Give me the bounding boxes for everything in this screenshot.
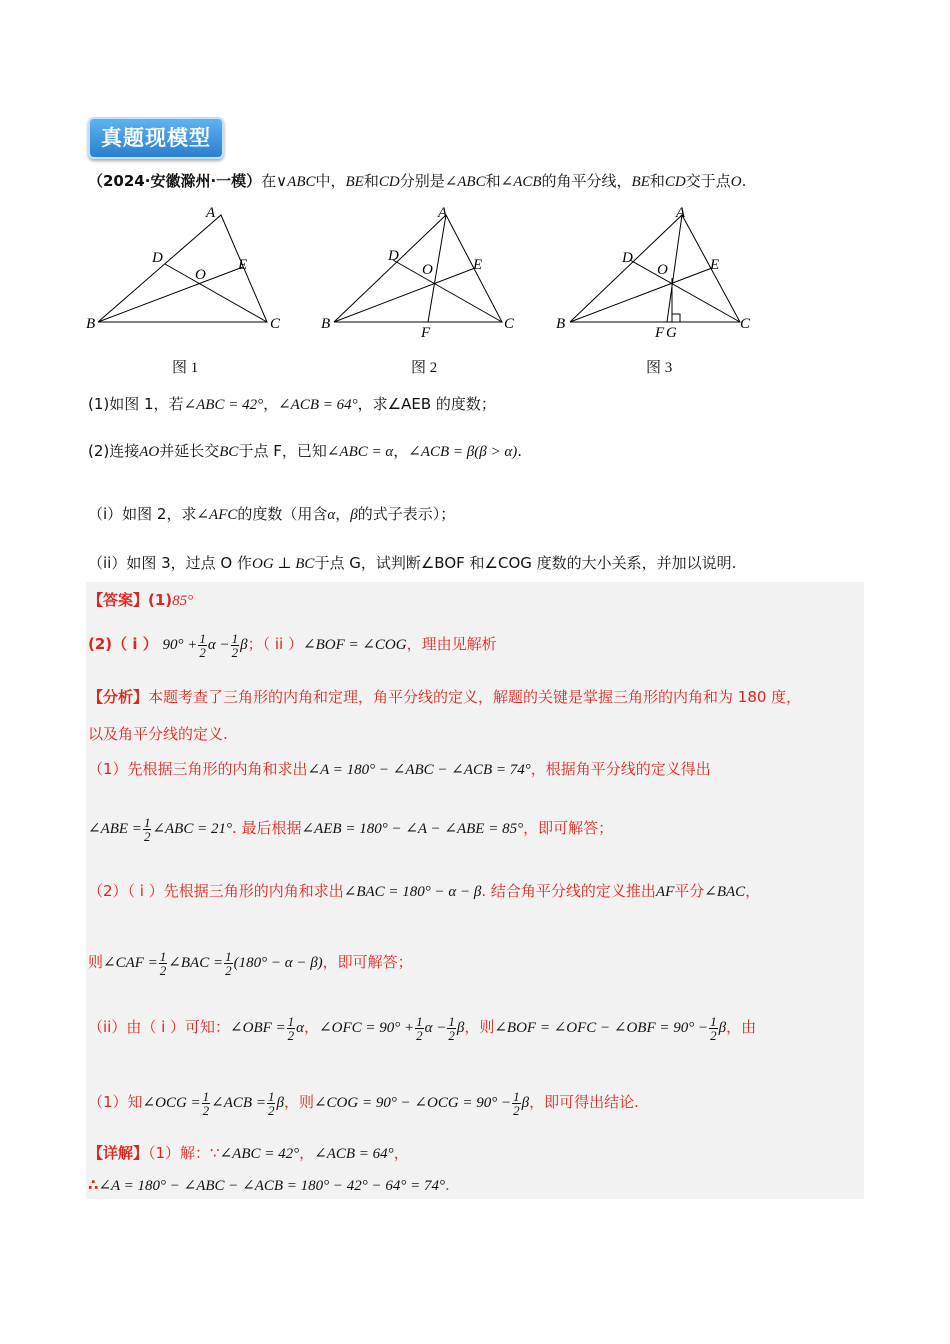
- fig3-label-o: O: [657, 262, 668, 278]
- figure-2-caption: 图 2: [411, 360, 438, 376]
- geometry-figures: [80, 200, 800, 350]
- fig1-label-d: D: [152, 250, 163, 266]
- question-1: (1)如图 1，若∠ABC = 42°，∠ACB = 64°，求∠AEB 的度数；: [88, 395, 496, 413]
- fig1-segment-cd: [165, 264, 267, 322]
- fig3-label-c: C: [740, 316, 751, 332]
- fig2-label-f: F: [421, 325, 431, 341]
- fig3-label-g: G: [666, 325, 677, 341]
- problem-source: （2024·安徽滁州·一模）: [88, 172, 262, 190]
- fig3-label-f: F: [655, 325, 665, 341]
- section-badge: 真题现模型: [88, 117, 224, 159]
- fig2-label-a: A: [438, 205, 448, 221]
- analysis-part-1b: ∠ABE = $\frac{1}{2}$ ∠ABC = 21°. 最后根据∠AEB = 180° − ∠A − ∠ABE = 85°，即可解答；: [88, 815, 614, 844]
- figure-3-caption: 图 3: [646, 360, 673, 376]
- fig2-label-o: O: [422, 262, 433, 278]
- answer-line-1: 【答案】(1)85°: [88, 591, 194, 609]
- fig1-label-a: A: [206, 205, 216, 221]
- figure-1-caption: 图 1: [172, 360, 199, 376]
- fig3-right-angle-mark: [672, 314, 680, 322]
- analysis-line-2: 以及角平分线的定义.: [88, 725, 228, 743]
- fig3-label-e: E: [710, 257, 720, 273]
- fig3-label-a: A: [676, 205, 686, 221]
- analysis-part-2: （2）（ i ）先根据三角形的内角和求出∠BAC = 180° − α − β. 结合角平分线的定义推出AF平分∠BAC，: [88, 882, 761, 900]
- analysis-part-3: （ii）由（ i ）可知：∠OBF = $\frac{1}{2}$ α，∠OFC = 90° + $\frac{1}{2}$ α − $\frac{1}{2}$ β，则∠BOF = ∠OFC − ∠OBF = 90° − $\frac{1}{2}$ β，由: [88, 1014, 757, 1043]
- fig2-label-d: D: [388, 248, 399, 264]
- analysis-part-3b: （1）知∠OCG = $\frac{1}{2}$ ∠ACB = $\frac{1}{2}$ β，则∠COG = 90° − ∠OCG = 90° − $\frac{1}{2}$ β，即可得出结论.: [88, 1089, 639, 1118]
- fig1-label-b: B: [86, 316, 96, 332]
- fig3-label-d: D: [622, 250, 633, 266]
- detail-line-1: 【详解】（1）解：∵∠ABC = 42°，∠ACB = 64°，: [88, 1144, 409, 1162]
- fig1-label-e: E: [238, 257, 248, 273]
- analysis-part-1: （1）先根据三角形的内角和求出∠A = 180° − ∠ABC − ∠ACB = 74°，根据角平分线的定义得出: [88, 760, 711, 778]
- question-2: (2)连接AO并延长交BC于点 F，已知∠ABC = α，∠ACB = β(β > α).: [88, 442, 522, 460]
- problem-stem: （2024·安徽滁州·一模）在∨ABC中，BE和CD分别是∠ABC和∠ACB的角平分线，BE和CD交于点O.: [88, 172, 747, 190]
- detail-line-2: ∴∠A = 180° − ∠ABC − ∠ACB = 180° − 42° − 64° = 74°.: [88, 1176, 450, 1194]
- analysis-line-1: 【分析】本题考查了三角形的内角和定理，角平分线的定义，解题的关键是掌握三角形的内角和为 180 度，: [88, 688, 802, 706]
- question-2-i: （i）如图 2，求∠AFC的度数（用含α，β的式子表示）；: [88, 505, 456, 523]
- fig3-label-b: B: [556, 316, 566, 332]
- fig2-label-b: B: [321, 316, 331, 332]
- fig3-segment-af: [667, 215, 682, 322]
- fig1-label-c: C: [270, 316, 281, 332]
- fig1-label-o: O: [195, 267, 206, 283]
- fig1-segment-be: [98, 267, 243, 322]
- question-2-ii: （ii）如图 3，过点 O 作OG ⊥ BC于点 G，试判断∠BOF 和∠COG 度数的大小关系，并加以说明.: [88, 554, 737, 572]
- fig2-label-c: C: [504, 316, 515, 332]
- fig2-label-e: E: [473, 257, 483, 273]
- fig3-segment-be: [570, 268, 712, 322]
- answer-line-2: (2)（ i ） 90° + $\frac{1}{2}$ α − $\frac{1}{2}$ β；（ ii ）∠BOF = ∠COG，理由见解析: [88, 631, 497, 660]
- analysis-part-2b: 则∠CAF = $\frac{1}{2}$ ∠BAC = $\frac{1}{2}$ (180° − α − β)，即可解答；: [88, 949, 413, 978]
